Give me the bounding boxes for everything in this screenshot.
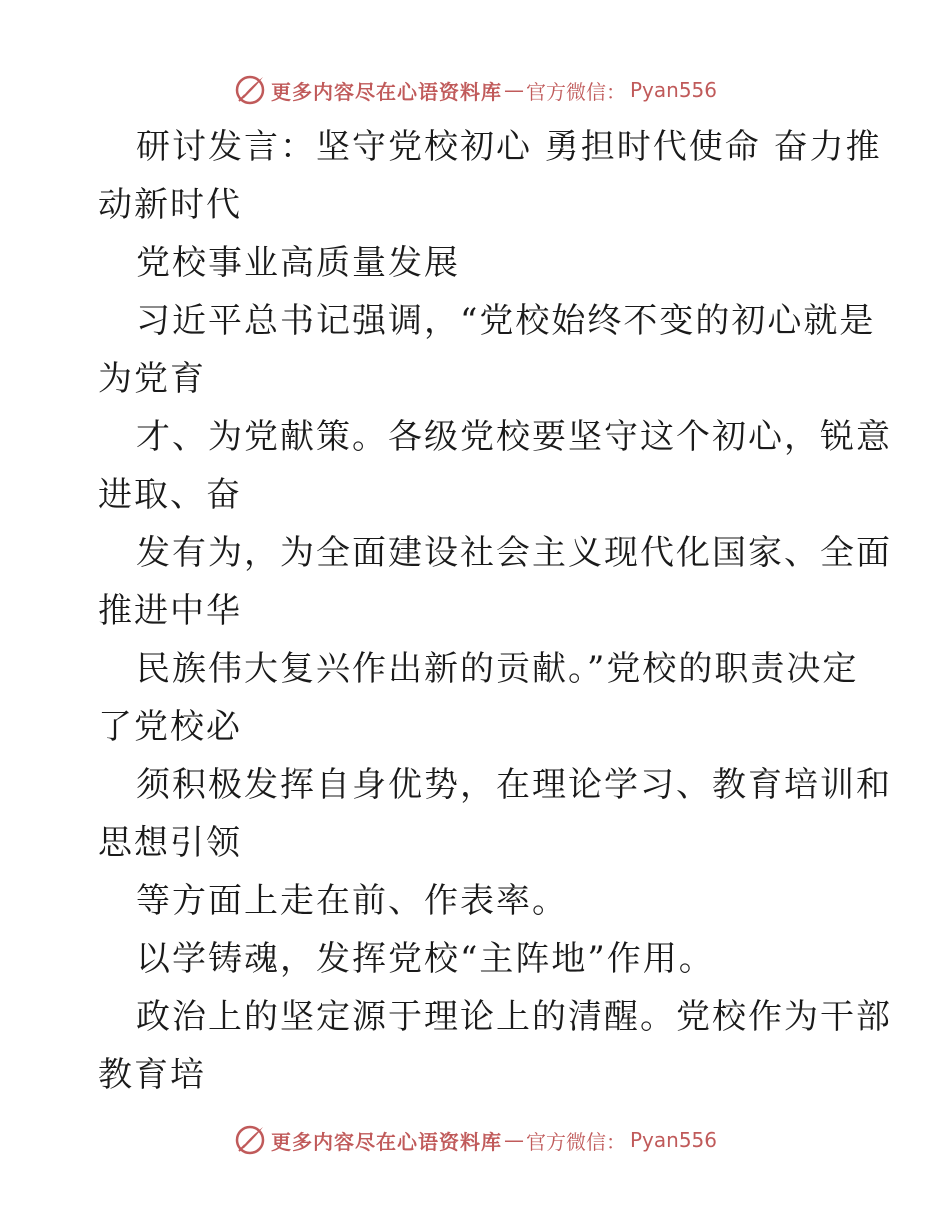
header-separator: — [503, 78, 524, 102]
text-line: 了党校必 [98, 707, 242, 747]
footer-brand-text: 更多内容尽在心语资料库 [270, 1129, 502, 1154]
text-line: 民族伟大复兴作出新的贡献。”党校的职责决定 [136, 649, 859, 689]
footer-wechat-id: Pyan556 [629, 1128, 717, 1152]
header-brand-text: 更多内容尽在心语资料库 [270, 79, 502, 104]
text-line: 党校事业高质量发展 [136, 243, 460, 283]
document-body [98, 118, 892, 1104]
text-line: 为党育 [98, 359, 206, 399]
text-line: 习近平总书记强调，“党校始终不变的初心就是 [136, 301, 876, 341]
header-wechat-id: Pyan556 [629, 78, 717, 102]
text-line: 发有为，为全面建设社会主义现代化国家、全面 [136, 533, 892, 573]
footer-wechat-label: 官方微信： [525, 1129, 626, 1154]
text-line: 政治上的坚定源于理论上的清醒。党校作为干部 [136, 997, 892, 1037]
text-line: 推进中华 [98, 591, 242, 631]
text-line: 须积极发挥自身优势，在理论学习、教育培训和 [136, 765, 892, 805]
text-line: 思想引领 [98, 823, 242, 863]
text-line: 教育培 [98, 1055, 206, 1095]
footer-banner [0, 1120, 950, 1160]
text-line: 才、为党献策。各级党校要坚守这个初心，锐意 [136, 417, 892, 457]
text-line: 进取、奋 [98, 475, 242, 515]
footer-separator: — [503, 1128, 524, 1152]
header-banner [0, 70, 950, 110]
text-line: 研讨发言：坚守党校初心 勇担时代使命 奋力推 [136, 127, 882, 167]
text-line: 等方面上走在前、作表率。 [136, 881, 568, 921]
quill-logo-icon [233, 1123, 267, 1157]
header-wechat-label: 官方微信： [525, 79, 626, 104]
quill-logo-icon [233, 73, 267, 107]
text-line: 动新时代 [98, 185, 242, 225]
text-line: 以学铸魂，发挥党校“主阵地”作用。 [136, 939, 715, 979]
